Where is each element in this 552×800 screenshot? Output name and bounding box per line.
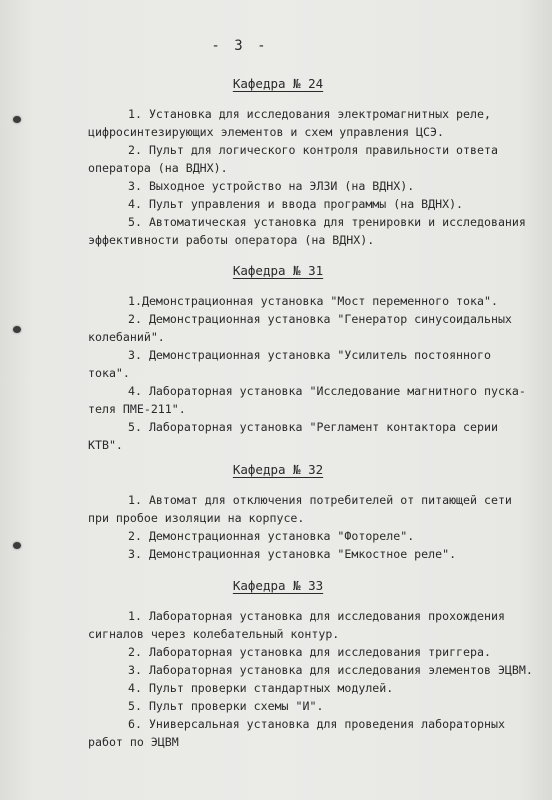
section-department-32: [88, 462, 548, 563]
document-line: 5. Лабораторная установка "Регламент контактора серии: [128, 420, 498, 434]
document-line: 5. Автоматическая установка для тренировки и исследования: [128, 215, 526, 229]
document-line: при пробое изоляции на корпусе.: [88, 511, 305, 525]
punch-hole-mark: [13, 116, 21, 123]
document-line: 3. Демонстрационная установка "Усилитель постоянного: [128, 348, 491, 362]
document-line: оператора (на ВДНХ).: [88, 161, 228, 175]
section-title: Кафедра № 32: [232, 462, 324, 477]
document-line: 1. Лабораторная установка для исследования прохождения: [128, 609, 505, 623]
section-department-31: [88, 263, 548, 454]
document-line: 2. Демонстрационная установка "Генератор синусоидальных: [128, 312, 512, 326]
section-title: Кафедра № 31: [232, 263, 324, 278]
document-line: 3. Выходное устройство на ЭЛЗИ (на ВДНХ).: [128, 179, 415, 193]
document-line: 3. Лабораторная установка для исследования элементов ЭЦВМ.: [128, 663, 533, 677]
section-department-33: [88, 578, 548, 751]
document-line: работ по ЭЦВМ: [88, 735, 179, 749]
document-line: 5. Пульт проверки схемы "И".: [128, 699, 324, 713]
section-body: [88, 292, 548, 454]
document-line: сигналов через колебательный контур.: [88, 627, 340, 641]
document-line: 4. Пульт управления и ввода программы (на ВДНХ).: [128, 197, 464, 211]
punch-hole-mark: [13, 326, 21, 333]
document-line: 6. Универсальная установка для проведения лабораторных: [128, 717, 505, 731]
document-line: теля ПМЕ-211".: [88, 402, 186, 416]
page-number: - 3 -: [211, 38, 269, 54]
document-line: цифросинтезирующих элементов и схем управления ЦСЭ.: [88, 125, 444, 139]
document-line: эффективности работы оператора (на ВДНХ).: [88, 233, 375, 247]
document-line: 2. Лабораторная установка для исследования триггера.: [128, 645, 491, 659]
section-title: Кафедра № 33: [232, 578, 324, 593]
document-line: КТВ".: [88, 438, 123, 452]
document-line: 1. Установка для исследования электромагнитных реле,: [128, 107, 491, 121]
document-line: 2. Демонстрационная установка "Фотореле".: [128, 529, 415, 543]
section-body: [88, 491, 548, 563]
document-line: тока".: [88, 366, 130, 380]
punch-hole-mark: [13, 542, 21, 549]
document-line: 1.Демонстрационная установка "Мост переменного тока".: [128, 294, 498, 308]
document-line: 4. Лабораторная установка "Исследование магнитного пуска-: [128, 384, 526, 398]
document-line: колебаний".: [88, 330, 165, 344]
section-department-24: [88, 76, 548, 249]
document-line: 3. Демонстрационная установка "Емкостное реле".: [128, 547, 457, 561]
document-line: 1. Автомат для отключения потребителей от питающей сети: [128, 493, 512, 507]
section-title: Кафедра № 24: [232, 76, 324, 91]
document-line: 2. Пульт для логического контроля правильности ответа: [128, 143, 498, 157]
section-body: [88, 105, 548, 249]
document-line: 4. Пульт проверки стандартных модулей.: [128, 681, 394, 695]
section-body: [88, 607, 548, 751]
